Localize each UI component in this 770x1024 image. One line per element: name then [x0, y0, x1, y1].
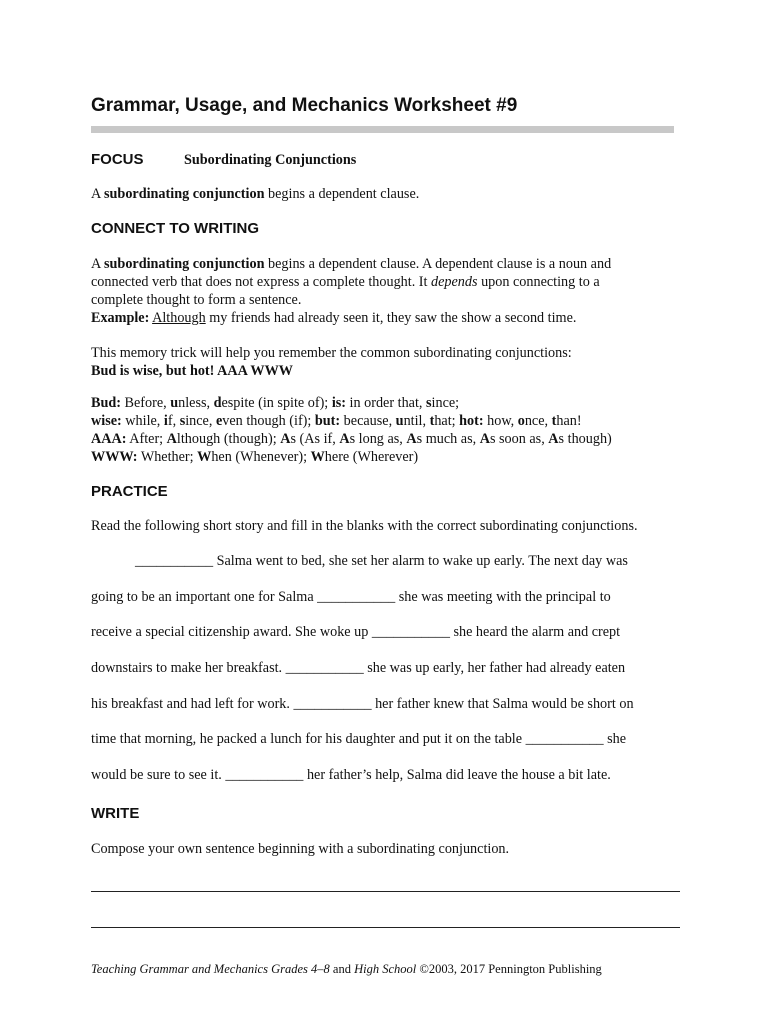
mnemonic-www: WWW: Whether; When (Whenever); Where (Wherever) — [91, 449, 419, 465]
mnemonic-bud: Bud: Before, unless, despite (in spite of); is: in order that, since; — [91, 395, 460, 411]
connect-heading: CONNECT TO WRITING — [91, 220, 260, 237]
mnemonic-list — [91, 394, 691, 466]
write-instructions: Compose your own sentence beginning with a subordinating conjunction. — [91, 841, 510, 857]
story-line: receive a special citizenship award. She woke up ___________ she heard the alarm and crept — [91, 624, 621, 640]
fill-blank[interactable]: ___________ — [525, 731, 604, 747]
fill-blank[interactable]: ___________ — [135, 553, 214, 569]
fill-blank[interactable]: ___________ — [293, 696, 372, 712]
fill-blank[interactable]: ___________ — [285, 660, 364, 676]
fill-blank[interactable]: ___________ — [225, 767, 304, 783]
story-line: ___________ Salma went to bed, she set her alarm to wake up early. The next day was — [135, 553, 628, 569]
practice-instructions: Read the following short story and fill in the blanks with the correct subordinating conjunctions. — [91, 518, 638, 534]
story-line: time that morning, he packed a lunch for his daughter and put it on the table ___________ she — [91, 731, 627, 747]
memory-trick: This memory trick will help you remember the common subordinating conjunctions: Bud is wise, but hot! AAA WWW — [91, 345, 572, 379]
fill-blank[interactable]: ___________ — [317, 589, 396, 605]
fill-blank[interactable]: ___________ — [371, 624, 450, 640]
focus-label: FOCUS — [91, 151, 144, 168]
story-line: would be sure to see it. ___________ her father’s help, Salma did leave the house a bit late. — [91, 767, 611, 783]
focus-definition: A subordinating conjunction begins a dependent clause. — [91, 186, 420, 202]
practice-heading: PRACTICE — [91, 483, 168, 500]
worksheet-title: Grammar, Usage, and Mechanics Worksheet #9 — [91, 95, 518, 116]
write-heading: WRITE — [91, 805, 140, 822]
mnemonic-wise: wise: while, if, since, even though (if); but: because, until, that; hot: how, once, than! — [91, 413, 582, 429]
title-divider — [91, 126, 674, 133]
connect-paragraph: A subordinating conjunction begins a dependent clause. A dependent clause is a noun and connected verb that does not express a complete thought. It depends upon connecting to a complete thought to form a sentence. Example: Although my friends had already seen it, they saw the show a second time. — [91, 256, 612, 326]
mnemonic-aaa: AAA: After; Although (though); As (As if, As long as, As much as, As soon as, As though) — [91, 431, 612, 447]
footer-citation: Teaching Grammar and Mechanics Grades 4–8 and High School ©2003, 2017 Pennington Publishing — [91, 962, 602, 976]
story-line: his breakfast and had left for work. ___________ her father knew that Salma would be short on — [91, 696, 634, 712]
focus-topic: Subordinating Conjunctions — [184, 152, 357, 168]
story-line: downstairs to make her breakfast. ___________ she was up early, her father had already eaten — [91, 660, 626, 676]
story-line: going to be an important one for Salma ___________ she was meeting with the principal to — [91, 589, 611, 605]
answer-line[interactable] — [91, 927, 680, 928]
answer-line[interactable] — [91, 891, 680, 892]
